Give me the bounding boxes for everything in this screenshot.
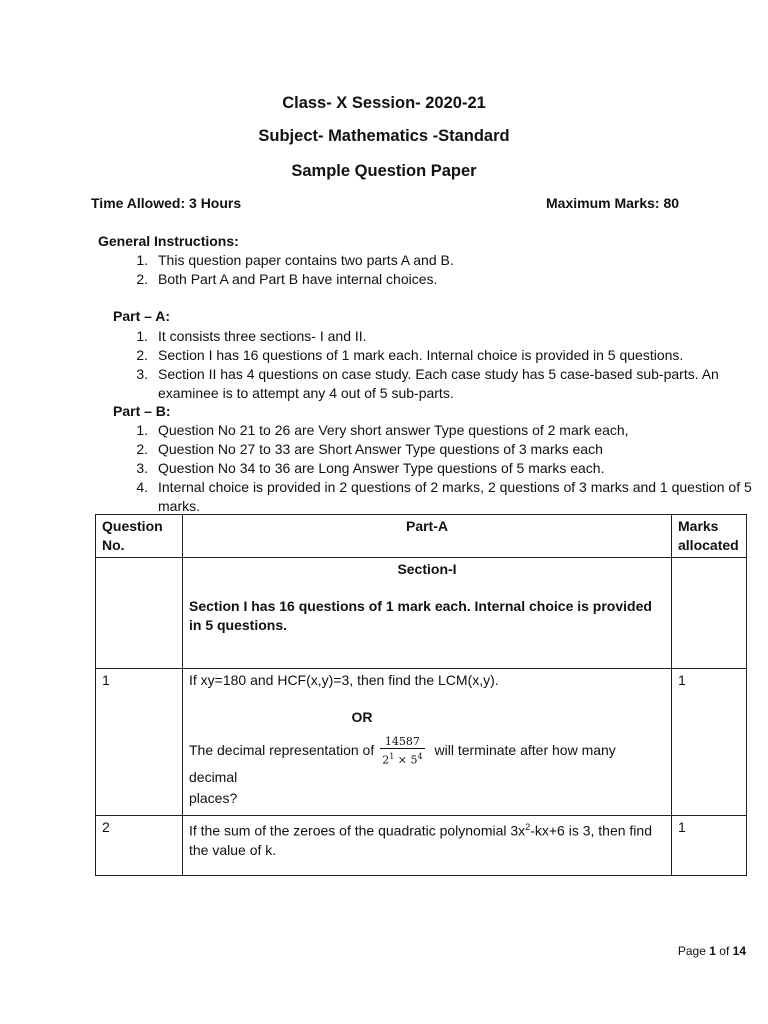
alternate-text-before: The decimal representation of xyxy=(189,742,375,759)
section-title: Section-I xyxy=(397,561,457,577)
list-item-continuation: marks. xyxy=(158,498,200,514)
header-question-no: Question No. xyxy=(96,515,183,558)
time-allowed: Time Allowed: 3 Hours xyxy=(91,195,242,211)
or-label: OR xyxy=(351,709,373,725)
header-marks-allocated: Marks allocated xyxy=(672,515,747,558)
table-row xyxy=(96,816,747,876)
section-note: Section I has 16 questions of 1 mark each. Internal choice is provided in 5 questions. xyxy=(189,598,652,633)
fraction-denominator: $2^1 \times 5^4$ xyxy=(382,752,423,767)
class-session-title: Class- X Session- 2020-21 xyxy=(282,94,486,112)
table-row xyxy=(96,669,747,816)
alternate-text-after: will terminate after how many decimal xyxy=(189,742,616,785)
maximum-marks: Maximum Marks: 80 xyxy=(546,195,680,211)
table-header-row xyxy=(96,515,747,558)
marks-value: 1 xyxy=(672,816,747,876)
section-row xyxy=(96,558,747,669)
header-part-a: Part-A xyxy=(183,515,672,558)
question-number: 2 xyxy=(96,816,183,876)
question-text: If the sum of the zeroes of the quadratic polynomial $3x^2-kx+6$ is 3, then find xyxy=(189,822,652,839)
fraction-numerator: 14587 xyxy=(380,735,424,749)
question-cell xyxy=(183,816,672,876)
marks-value: 1 xyxy=(672,669,747,816)
list-item-continuation: examinee is to attempt any 4 out of 5 sub-parts. xyxy=(158,385,454,401)
general-instructions-heading: General Instructions: xyxy=(98,233,239,249)
question-text-line2: the value of k. xyxy=(189,841,277,858)
alternate-text-last: places? xyxy=(189,789,238,806)
part-a-heading: Part – A: xyxy=(113,308,171,324)
alternate-question xyxy=(189,735,665,787)
page-number: Page 1 of 14 xyxy=(677,944,746,958)
paper-title: Sample Question Paper xyxy=(291,162,477,180)
question-table xyxy=(95,514,747,876)
part-b-heading: Part – B: xyxy=(113,403,171,419)
question-text: If xy=180 and HCF(x,y)=3, then find the LCM(x,y). xyxy=(189,672,499,688)
section-cell xyxy=(183,558,672,669)
subject-title: Subject- Mathematics -Standard xyxy=(258,127,510,145)
fraction xyxy=(380,735,424,768)
question-cell xyxy=(183,669,672,816)
question-number: 1 xyxy=(96,669,183,816)
